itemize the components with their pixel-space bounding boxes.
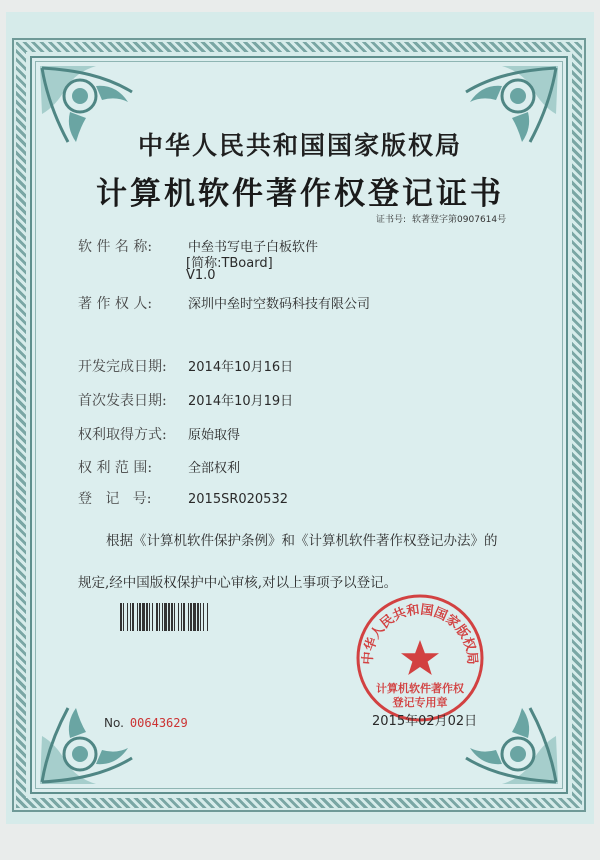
barcode-bar [183,603,185,631]
barcode-bar [164,603,167,631]
seal-text-line-1: 计算机软件著作权 [376,682,464,695]
certificate-title: 计算机软件著作权登记证书 [96,176,504,212]
seal-ring-text: 中华人民共和国国家版权局 [360,602,480,666]
field-label: 权 利 范 围: [78,460,153,476]
field-value: 全部权利 [188,461,241,476]
serial-label: No. [104,716,124,730]
barcode-bar [139,603,141,631]
field-owner [78,293,370,313]
barcode-bar [123,603,124,631]
corner-ornament-bottom-left [36,698,146,788]
barcode-bar [146,603,148,631]
barcode-bar [190,603,192,631]
field-acquire-method [78,424,240,444]
official-seal [354,592,486,724]
field-dev-date [78,356,293,376]
barcode-bar [149,603,150,631]
field-version: V1.0 [186,268,216,283]
field-value: 2014年10月16日 [188,360,294,375]
scroll-ornament-icon [36,698,146,788]
certificate-number-value: 软著登字第0907614号 [412,215,507,225]
field-value: 原始取得 [188,428,241,443]
certificate-number-label: 证书号: [376,215,407,225]
field-registration-number [78,488,288,508]
serial-value: 00643629 [129,716,188,730]
field-label: 首次发表日期: [78,393,167,409]
barcode-bar [197,603,199,631]
barcode [120,603,208,631]
barcode-bar [188,603,189,631]
barcode-bar [178,603,179,631]
barcode-icon [120,603,208,631]
field-label: 著 作 权 人: [78,296,153,312]
field-short-name: [简称:TBoard] [186,256,273,271]
field-label: 登 记 号: [78,491,152,507]
barcode-bar [162,603,163,631]
field-pub-date [78,390,293,410]
statement-line-1: 根据《计算机软件保护条例》和《计算机软件著作权登记办法》的 [106,533,498,549]
barcode-bar [132,603,134,631]
barcode-bar [156,603,158,631]
field-value: 中垒书写电子白板软件 [188,240,319,255]
barcode-bar [152,603,153,631]
issue-date: 2015年02月02日 [372,714,478,729]
barcode-bar [120,603,122,631]
star-icon [401,640,439,675]
barcode-bar [127,603,128,631]
barcode-bar [142,603,145,631]
serial-number [104,716,188,730]
barcode-bar [181,603,182,631]
barcode-bar [168,603,170,631]
field-label: 软 件 名 称: [78,239,153,255]
barcode-bar [203,603,204,631]
field-label: 开发完成日期: [78,359,167,375]
field-value: 深圳中垒时空数码科技有限公司 [188,297,371,312]
barcode-bar [130,603,131,631]
seal-text-line-2: 登记专用章 [392,696,448,709]
field-value: 2015SR020532 [188,492,288,507]
certificate-number [376,212,506,225]
barcode-bar [193,603,196,631]
barcode-bar [159,603,160,631]
barcode-bar [207,603,208,631]
barcode-bar [200,603,201,631]
barcode-bar [174,603,175,631]
barcode-bar [137,603,138,631]
statement-line-2: 规定,经中国版权保护中心审核,对以上事项予以登记。 [78,575,398,591]
field-value: 2014年10月19日 [188,394,294,409]
issuer-title: 中华人民共和国国家版权局 [137,131,462,160]
field-rights-scope [78,457,240,477]
field-label: 权利取得方式: [78,427,167,443]
barcode-bar [171,603,173,631]
